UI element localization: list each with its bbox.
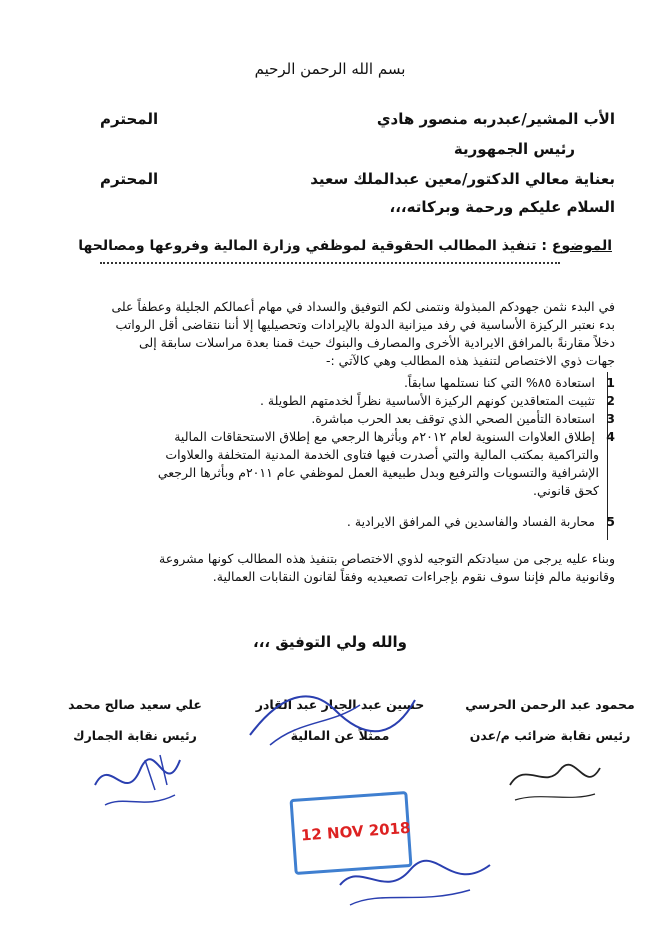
demand-text: استعادة التأمين الصحي الذي توقف بعد الحرب مباشرة. — [311, 411, 596, 426]
subject-line — [78, 238, 612, 254]
addressee-line-3: بعناية معالي الدكتور/معين عبدالملك سعيد — [310, 170, 615, 188]
demand-4-line-3: الإشرافية والتسويات والترفيع وبدل طبيعية العمل لموظفي عام ٢٠١١م وبأثرها الرجعي — [157, 465, 599, 480]
subject-label: الموضوع — [551, 238, 612, 254]
closing-tawfiq: والله ولي التوفيق ،،، — [253, 633, 407, 651]
signatory-1-title: رئيس نقابة ضرائب م/عدن — [469, 728, 631, 743]
demand-number: 3 — [606, 411, 615, 426]
signature-3-scribble — [85, 745, 195, 820]
signatory-2-title: ممثلاً عن المالية — [290, 728, 390, 743]
intro-line-2: بدء نعتبر الركيزة الأساسية في رفد ميزانية الدولة بالإيرادات وتحصيليها إلا أننا نتقاضى أقل الرواتب — [115, 317, 615, 332]
honorific-1: المحترم — [100, 110, 159, 128]
closing-line-1: وبناء عليه يرجى من سيادتكم التوجيه لذوي الاختصاص بتنفيذ هذه المطالب كونها مشروعة — [159, 551, 615, 566]
addressee-line-1: الأب المشير/عبدربه منصور هادي — [376, 110, 615, 128]
stamp-date: 12 NOV 2018 — [300, 818, 411, 845]
demand-4-line-4: كحق قانوني. — [532, 483, 599, 498]
demand-1 — [404, 374, 615, 391]
intro-line-4: جهات ذوي الاختصاص لتنفيذ هذه المطالب وهي كالآتي :- — [325, 353, 615, 368]
demand-text: إطلاق العلاوات السنوية لعام ٢٠١٢م وبأثرها الرجعي مع إطلاق الاستحقاقات المالية — [174, 429, 596, 444]
demand-number: 4 — [606, 429, 615, 444]
demand-4-line-2: والتراكمية بمكتب المالية والتي أصدرت فيها فتاوى الخدمة المدنية المتخلفة والعلاوات — [165, 447, 599, 462]
signatory-3-name: علي سعيد صالح محمد — [68, 697, 202, 712]
greeting: السلام عليكم ورحمة وبركاته،،، — [389, 198, 615, 216]
subject-divider — [100, 262, 560, 264]
demand-3 — [311, 410, 615, 427]
demand-4 — [174, 428, 615, 445]
signature-1-scribble — [500, 750, 610, 810]
date-stamp — [289, 791, 412, 875]
subject-text: : تنفيذ المطالب الحقوقية لموظفي وزارة المالية وفروعها ومصالحها — [78, 238, 548, 254]
signatory-3-title: رئيس نقابة الجمارك — [73, 728, 197, 743]
intro-line-3: دخلاً مقارنةً بالمرافق الايرادية الأخرى والمصارف والبنوك حيث قمنا بعدة مراسلات سابقة إلى — [138, 335, 615, 350]
demand-number: 2 — [606, 393, 615, 408]
signatory-2-name: حسين عبد الجبار عبد القادر — [255, 697, 425, 712]
basmala: بسم الله الرحمن الرحيم — [254, 60, 406, 78]
addressee-line-2: رئيس الجمهورية — [453, 140, 575, 158]
honorific-2: المحترم — [100, 170, 159, 188]
demand-text: محاربة الفساد والفاسدين في المرافق الايرادية . — [346, 514, 596, 529]
intro-line-1: في البدء نثمن جهودكم المبذولة ونتمنى لكم التوفيق والسداد في مهام أعمالكم الجليلة وعطفاً على — [111, 299, 615, 314]
closing-line-2: وقانونية مالم فإننا سوف نقوم بإجراءات تصعيديه وفقاً لقانون النقابات العمالية. — [212, 569, 615, 584]
demand-number: 5 — [606, 514, 615, 529]
demand-text: استعادة ٨٥% التي كنا نستلمها سابقاً. — [403, 375, 596, 390]
signature-2-scribble — [240, 675, 430, 755]
demand-5 — [347, 513, 615, 530]
signatory-1-name: محمود عبد الرحمن الحرسي — [465, 697, 635, 712]
demand-text: تثبيت المتعاقدين كونهم الركيزة الأساسية نظراً لخدمتهم الطويلة . — [259, 393, 596, 408]
demand-2 — [260, 392, 615, 409]
demand-number: 1 — [606, 375, 615, 390]
